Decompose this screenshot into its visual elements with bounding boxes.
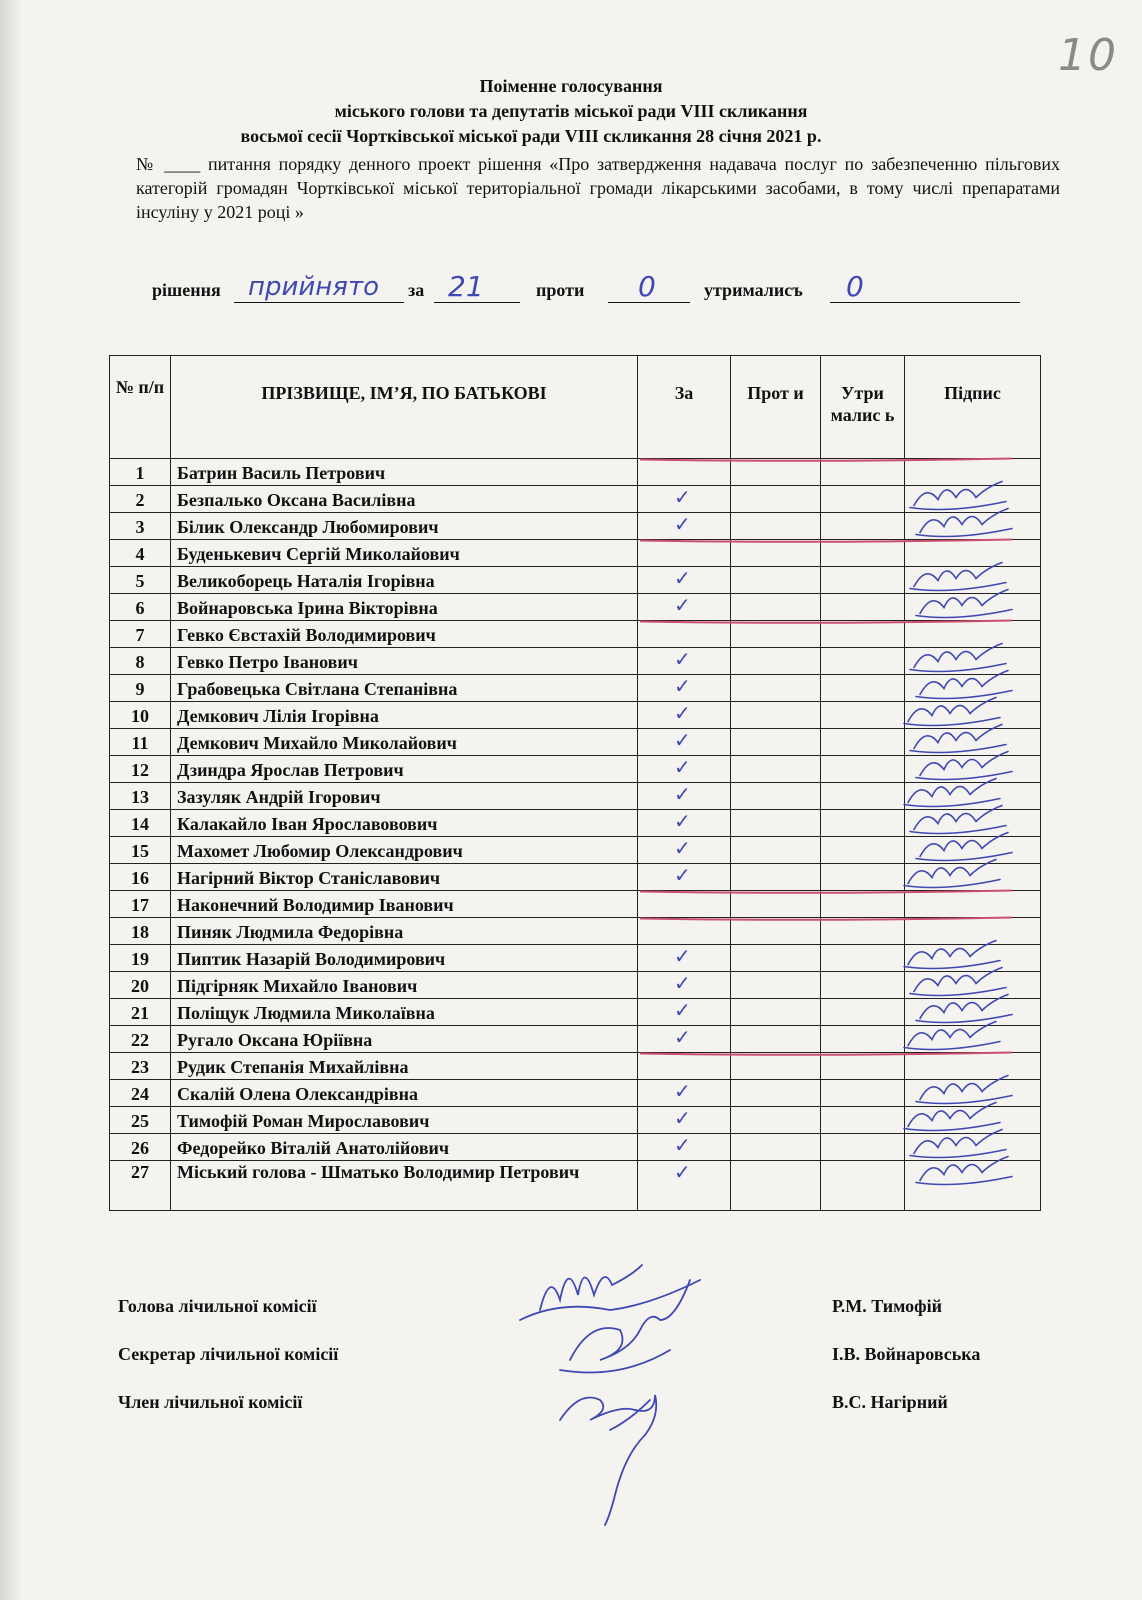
- row-for-cell: [638, 1080, 731, 1107]
- table-row: [110, 1080, 1041, 1107]
- row-name: Великоборець Наталія Ігорівна: [171, 567, 638, 594]
- row-for-cell: [638, 648, 731, 675]
- commission-role-1: Голова лічильної комісії: [118, 1296, 317, 1316]
- row-against-cell: [731, 648, 821, 675]
- row-abstained-cell: [821, 513, 905, 540]
- table-row: [110, 945, 1041, 972]
- table-row: [110, 702, 1041, 729]
- row-name: Гевко Євстахій Володимирович: [171, 621, 638, 648]
- table-row: [110, 1134, 1041, 1161]
- row-name: Безпалько Оксана Василівна: [171, 486, 638, 513]
- table-row: [110, 675, 1041, 702]
- row-against-cell: [731, 540, 821, 567]
- row-signature-cell: [905, 837, 1041, 864]
- row-for-cell: [638, 1026, 731, 1053]
- row-signature-cell: [905, 918, 1041, 945]
- row-abstained-cell: [821, 702, 905, 729]
- row-against-cell: [731, 810, 821, 837]
- row-number: 6: [110, 594, 171, 621]
- row-against-cell: [731, 1161, 821, 1211]
- row-against-cell: [731, 513, 821, 540]
- row-against-cell: [731, 918, 821, 945]
- row-abstained-cell: [821, 1107, 905, 1134]
- row-name: Поліщук Людмила Миколаївна: [171, 999, 638, 1026]
- agenda-text: питання порядку денного проект рішення «Про затвердження надавача послуг по забезпеченню пільгових категорій громадян Чортківської міської територіальної громади лікарськими засобами, в тому числі препаратами інсуліну у 2021 році »: [136, 154, 1061, 222]
- row-abstained-cell: [821, 918, 905, 945]
- row-abstained-cell: [821, 1080, 905, 1107]
- check-mark-icon: ✓: [674, 647, 691, 671]
- row-number: 10: [110, 702, 171, 729]
- agenda-number-prefix: №: [136, 154, 157, 174]
- row-for-cell: [638, 999, 731, 1026]
- table-row: [110, 729, 1041, 756]
- for-label: за: [408, 280, 425, 300]
- table-row: [110, 756, 1041, 783]
- commission-signature-3: [560, 1395, 656, 1525]
- row-signature-cell: [905, 891, 1041, 918]
- table-row: [110, 486, 1041, 513]
- row-number: 15: [110, 837, 171, 864]
- row-against-cell: [731, 594, 821, 621]
- row-for-cell: [638, 1134, 731, 1161]
- row-name: Пиняк Людмила Федорівна: [171, 918, 638, 945]
- row-signature-cell: [905, 567, 1041, 594]
- row-name: Федорейко Віталій Анатолійович: [171, 1134, 638, 1161]
- table-row: [110, 837, 1041, 864]
- table-row: [110, 1161, 1041, 1211]
- row-against-cell: [731, 675, 821, 702]
- row-number: 9: [110, 675, 171, 702]
- check-mark-icon: ✓: [674, 998, 691, 1022]
- row-signature-cell: [905, 648, 1041, 675]
- commission-name-1: Р.М. Тимофій: [832, 1296, 943, 1316]
- row-signature-cell: [905, 594, 1041, 621]
- row-for-cell: [638, 945, 731, 972]
- row-name: Калакайло Іван Ярославовович: [171, 810, 638, 837]
- row-signature-cell: [905, 1161, 1041, 1211]
- row-signature-cell: [905, 783, 1041, 810]
- table-row: [110, 621, 1041, 648]
- row-number: 1: [110, 459, 171, 486]
- row-for-cell: [638, 540, 731, 567]
- row-signature-cell: [905, 1134, 1041, 1161]
- row-abstained-cell: [821, 1026, 905, 1053]
- commission-role-2: Секретар лічильної комісії: [118, 1344, 339, 1364]
- row-signature-cell: [905, 540, 1041, 567]
- abstained-value: 0: [846, 270, 864, 303]
- row-abstained-cell: [821, 999, 905, 1026]
- row-name: Підгірняк Михайло Іванович: [171, 972, 638, 999]
- check-mark-icon: ✓: [674, 971, 691, 995]
- check-mark-icon: ✓: [674, 944, 691, 968]
- row-for-cell: [638, 459, 731, 486]
- row-for-cell: [638, 891, 731, 918]
- row-signature-cell: [905, 864, 1041, 891]
- row-signature-cell: [905, 729, 1041, 756]
- check-mark-icon: ✓: [674, 674, 691, 698]
- for-value: 21: [448, 270, 484, 303]
- col-header-signature: Підпис: [905, 356, 1041, 459]
- row-signature-cell: [905, 999, 1041, 1026]
- row-signature-cell: [905, 513, 1041, 540]
- row-against-cell: [731, 756, 821, 783]
- row-against-cell: [731, 486, 821, 513]
- row-abstained-cell: [821, 783, 905, 810]
- row-name: Білик Олександр Любомирович: [171, 513, 638, 540]
- check-mark-icon: ✓: [674, 728, 691, 752]
- row-name: Грабовецька Світлана Степанівна: [171, 675, 638, 702]
- row-abstained-cell: [821, 459, 905, 486]
- row-abstained-cell: [821, 891, 905, 918]
- row-name: Зазуляк Андрій Ігорович: [171, 783, 638, 810]
- row-signature-cell: [905, 459, 1041, 486]
- table-row: [110, 864, 1041, 891]
- session-line: восьмої сесії Чортківської міської ради VIII скликання 28 січня 2021 р.: [240, 126, 822, 146]
- row-name: Рудик Степанія Михайлівна: [171, 1053, 638, 1080]
- row-signature-cell: [905, 1080, 1041, 1107]
- table-row: [110, 459, 1041, 486]
- table-header-row: [110, 356, 1041, 459]
- against-label: проти: [536, 280, 585, 300]
- row-name: Буденькевич Сергій Миколайович: [171, 540, 638, 567]
- row-against-cell: [731, 783, 821, 810]
- table-row: [110, 972, 1041, 999]
- row-against-cell: [731, 1134, 821, 1161]
- row-number: 18: [110, 918, 171, 945]
- row-for-cell: [638, 729, 731, 756]
- row-name: Дзиндра Ярослав Петрович: [171, 756, 638, 783]
- row-signature-cell: [905, 1026, 1041, 1053]
- table-row: [110, 1026, 1041, 1053]
- col-header-for: За: [638, 356, 731, 459]
- row-for-cell: [638, 621, 731, 648]
- row-abstained-cell: [821, 540, 905, 567]
- row-name: Ругало Оксана Юріївна: [171, 1026, 638, 1053]
- commission-role-3: Член лічильної комісії: [118, 1392, 303, 1412]
- row-name: Міський голова - Шматько Володимир Петрович: [171, 1161, 638, 1211]
- row-number: 12: [110, 756, 171, 783]
- check-mark-icon: ✓: [674, 1079, 691, 1103]
- table-row: [110, 810, 1041, 837]
- row-number: 4: [110, 540, 171, 567]
- check-mark-icon: ✓: [674, 701, 691, 725]
- table-row: [110, 891, 1041, 918]
- check-mark-icon: ✓: [674, 1133, 691, 1157]
- check-mark-icon: ✓: [674, 566, 691, 590]
- row-against-cell: [731, 621, 821, 648]
- col-header-num: № п/п: [110, 356, 171, 459]
- row-abstained-cell: [821, 1134, 905, 1161]
- table-row: [110, 540, 1041, 567]
- row-for-cell: [638, 675, 731, 702]
- check-mark-icon: ✓: [674, 512, 691, 536]
- table-row: [110, 999, 1041, 1026]
- table-row: [110, 1107, 1041, 1134]
- row-name: Пиптик Назарій Володимирович: [171, 945, 638, 972]
- row-for-cell: [638, 1053, 731, 1080]
- row-abstained-cell: [821, 648, 905, 675]
- abstained-label: утрималисъ: [704, 280, 803, 300]
- row-for-cell: [638, 486, 731, 513]
- row-name: Батрин Василь Петрович: [171, 459, 638, 486]
- row-abstained-cell: [821, 837, 905, 864]
- row-abstained-cell: [821, 729, 905, 756]
- row-for-cell: [638, 756, 731, 783]
- row-name: Нагірний Віктор Станіславович: [171, 864, 638, 891]
- row-signature-cell: [905, 702, 1041, 729]
- check-mark-icon: ✓: [674, 755, 691, 779]
- row-against-cell: [731, 1107, 821, 1134]
- row-number: 21: [110, 999, 171, 1026]
- row-signature-cell: [905, 945, 1041, 972]
- row-number: 20: [110, 972, 171, 999]
- agenda-number-blank: ____: [164, 154, 201, 174]
- col-header-against: Прот и: [731, 356, 821, 459]
- row-against-cell: [731, 459, 821, 486]
- table-row: [110, 594, 1041, 621]
- row-for-cell: [638, 567, 731, 594]
- row-for-cell: [638, 864, 731, 891]
- row-abstained-cell: [821, 594, 905, 621]
- row-name: Скалій Олена Олександрівна: [171, 1080, 638, 1107]
- table-row: [110, 783, 1041, 810]
- row-for-cell: [638, 1107, 731, 1134]
- row-against-cell: [731, 972, 821, 999]
- commission-name-3: В.С. Нагірний: [832, 1392, 948, 1412]
- row-for-cell: [638, 513, 731, 540]
- check-mark-icon: ✓: [674, 863, 691, 887]
- row-signature-cell: [905, 756, 1041, 783]
- row-for-cell: [638, 1161, 731, 1211]
- check-mark-icon: ✓: [674, 593, 691, 617]
- table-row: [110, 918, 1041, 945]
- row-abstained-cell: [821, 486, 905, 513]
- check-mark-icon: ✓: [674, 836, 691, 860]
- row-number: 3: [110, 513, 171, 540]
- document-title: Поіменне голосування: [479, 76, 663, 96]
- row-name: Демкович Лілія Ігорівна: [171, 702, 638, 729]
- row-against-cell: [731, 999, 821, 1026]
- row-against-cell: [731, 702, 821, 729]
- row-name: Войнаровська Ірина Вікторівна: [171, 594, 638, 621]
- row-number: 17: [110, 891, 171, 918]
- row-name: Наконечний Володимир Іванович: [171, 891, 638, 918]
- row-number: 7: [110, 621, 171, 648]
- row-for-cell: [638, 918, 731, 945]
- row-abstained-cell: [821, 1053, 905, 1080]
- row-against-cell: [731, 1053, 821, 1080]
- decision-summary: [152, 270, 1042, 312]
- against-value: 0: [638, 270, 656, 303]
- row-number: 2: [110, 486, 171, 513]
- check-mark-icon: ✓: [674, 1160, 691, 1184]
- row-number: 23: [110, 1053, 171, 1080]
- table-row: [110, 513, 1041, 540]
- table-row: [110, 1053, 1041, 1080]
- row-against-cell: [731, 837, 821, 864]
- row-abstained-cell: [821, 675, 905, 702]
- row-number: 11: [110, 729, 171, 756]
- table-row: [110, 648, 1041, 675]
- row-abstained-cell: [821, 756, 905, 783]
- row-abstained-cell: [821, 972, 905, 999]
- row-abstained-cell: [821, 945, 905, 972]
- check-mark-icon: ✓: [674, 782, 691, 806]
- decision-label: рішення: [152, 280, 221, 300]
- agenda-paragraph: [136, 152, 1060, 224]
- row-abstained-cell: [821, 810, 905, 837]
- row-signature-cell: [905, 621, 1041, 648]
- row-abstained-cell: [821, 567, 905, 594]
- row-signature-cell: [905, 810, 1041, 837]
- row-name: Демкович Михайло Миколайович: [171, 729, 638, 756]
- row-number: 22: [110, 1026, 171, 1053]
- row-signature-cell: [905, 1053, 1041, 1080]
- row-number: 25: [110, 1107, 171, 1134]
- row-signature-cell: [905, 675, 1041, 702]
- row-number: 19: [110, 945, 171, 972]
- row-against-cell: [731, 567, 821, 594]
- vote-table: [109, 355, 1041, 1211]
- check-mark-icon: ✓: [674, 809, 691, 833]
- row-for-cell: [638, 972, 731, 999]
- row-signature-cell: [905, 1107, 1041, 1134]
- row-abstained-cell: [821, 621, 905, 648]
- row-number: 8: [110, 648, 171, 675]
- row-abstained-cell: [821, 1161, 905, 1211]
- row-name: Махомет Любомир Олександрович: [171, 837, 638, 864]
- row-against-cell: [731, 891, 821, 918]
- row-signature-cell: [905, 972, 1041, 999]
- row-against-cell: [731, 945, 821, 972]
- commission-name-2: І.В. Войнаровська: [832, 1344, 981, 1364]
- row-name: Гевко Петро Іванович: [171, 648, 638, 675]
- row-number: 26: [110, 1134, 171, 1161]
- page-number: 10: [1058, 30, 1118, 81]
- row-number: 24: [110, 1080, 171, 1107]
- decision-value: прийнято: [248, 272, 379, 302]
- row-for-cell: [638, 702, 731, 729]
- row-number: 13: [110, 783, 171, 810]
- commission-signature-1: [520, 1265, 700, 1320]
- commission-signature-2: [560, 1280, 690, 1373]
- table-row: [110, 567, 1041, 594]
- row-signature-cell: [905, 486, 1041, 513]
- row-for-cell: [638, 594, 731, 621]
- row-against-cell: [731, 1026, 821, 1053]
- row-name: Тимофій Роман Мирославович: [171, 1107, 638, 1134]
- check-mark-icon: ✓: [674, 1025, 691, 1049]
- check-mark-icon: ✓: [674, 1106, 691, 1130]
- row-number: 27: [110, 1161, 171, 1211]
- row-for-cell: [638, 810, 731, 837]
- row-number: 16: [110, 864, 171, 891]
- commission-signatures: [520, 1265, 700, 1525]
- scan-edge: [0, 0, 22, 1600]
- row-for-cell: [638, 783, 731, 810]
- document-subtitle: міського голови та депутатів міської ради VIII скликання: [334, 101, 808, 121]
- row-against-cell: [731, 864, 821, 891]
- row-number: 14: [110, 810, 171, 837]
- check-mark-icon: ✓: [674, 485, 691, 509]
- col-header-abstained: Утри малис ь: [821, 356, 905, 459]
- row-against-cell: [731, 1080, 821, 1107]
- col-header-name: ПРІЗВИЩЕ, ІМ’Я, ПО БАТЬКОВІ: [171, 356, 638, 459]
- row-abstained-cell: [821, 864, 905, 891]
- row-number: 5: [110, 567, 171, 594]
- row-for-cell: [638, 837, 731, 864]
- row-against-cell: [731, 729, 821, 756]
